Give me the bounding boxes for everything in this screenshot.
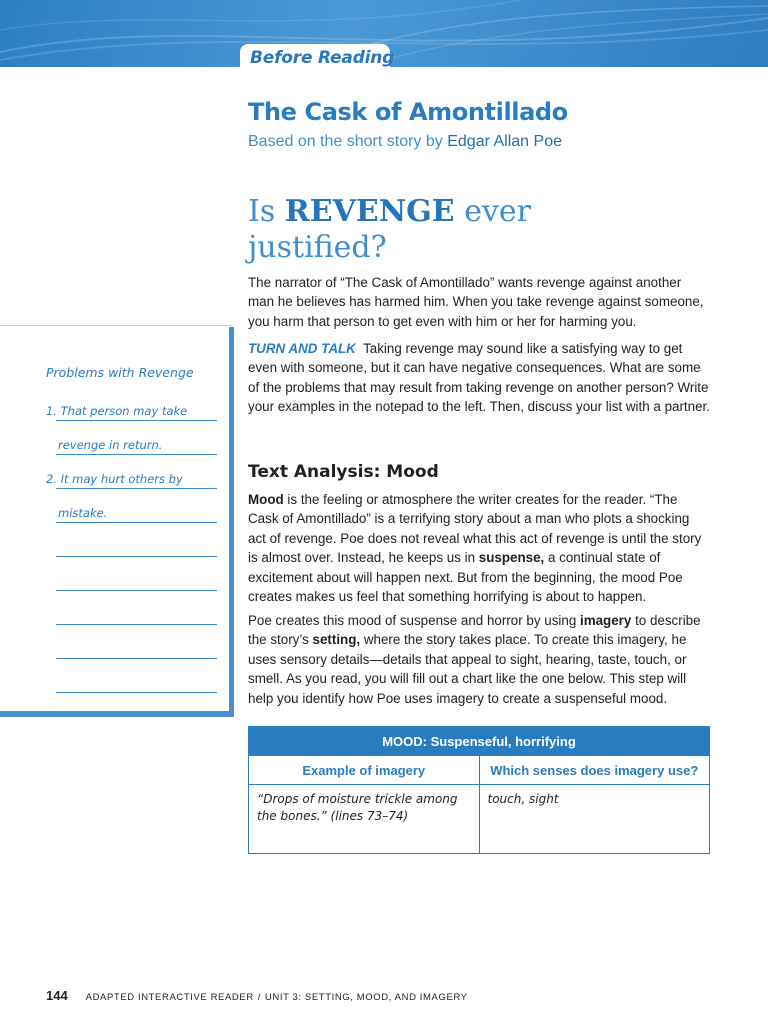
imagery-text: where the story takes place. To create this imagery, he uses sensory details—details that appeal to sight, hearing, taste, touch, or smell. As you read, you will fill out a chart like the one below. This step will help you identify how Poe uses imagery to create a suspenseful mood.: [248, 632, 687, 706]
footer-book: ADAPTED INTERACTIVE READER: [85, 992, 254, 1003]
essential-question: [248, 194, 608, 266]
question-part1: Is: [248, 194, 276, 229]
turn-and-talk-text: Taking revenge may sound like a satisfying way to get even with someone, but it can have negative consequences. What are some of the problems that may result from taking revenge on another person? Write your examples in the notepad to the left. Then, discuss your list with a partner.: [248, 341, 710, 415]
notepad-line[interactable]: [56, 488, 217, 489]
question-part2: ever justified?: [248, 194, 531, 265]
question-keyword: REVENGE: [284, 194, 455, 229]
notepad-line[interactable]: [56, 556, 217, 557]
imagery-text: Poe creates this mood of suspense and horror by using: [248, 613, 580, 628]
notepad-line[interactable]: [56, 454, 217, 455]
notepad-entry: 1. That person may take: [46, 404, 188, 418]
mood-chart: [248, 726, 710, 854]
notepad-right-edge: [229, 327, 234, 717]
subtitle-author: Edgar Allan Poe: [447, 133, 562, 150]
notepad-line[interactable]: [56, 624, 217, 625]
notepad-title: Problems with Revenge: [46, 365, 194, 380]
mood-text: a continual state of excitement about will happen next. But from the beginning, the mood Poe creates makes us feel that something horrifying is about to happen.: [248, 550, 683, 605]
term-suspense: suspense,: [478, 550, 545, 566]
notepad-line[interactable]: [56, 692, 217, 693]
subtitle-prefix: Based on the short story by: [248, 133, 443, 150]
chart-cell[interactable]: touch, sight: [479, 785, 710, 854]
chart-column-header: Which senses does imagery use?: [479, 756, 710, 785]
intro-paragraph: The narrator of “The Cask of Amontillado” wants revenge against another man he believes has harmed him. When you take revenge against someone, you harm that person to get even with him or her for harming you.: [248, 275, 704, 329]
notepad-top-edge: [0, 325, 232, 326]
footer-unit: UNIT 3: SETTING, MOOD, AND IMAGERY: [264, 992, 468, 1003]
turn-and-talk-paragraph: [248, 339, 710, 417]
notepad-entry: 2. It may hurt others by: [46, 472, 183, 486]
notepad-line[interactable]: [56, 658, 217, 659]
notepad-line[interactable]: [56, 590, 217, 591]
mood-text: is the feeling or atmosphere the writer creates for the reader. “The Cask of Amontillado” is a terrifying story about a man who plots a shocking act of revenge. Poe does not reveal what this act of revenge is until the story is almost over. Instead, he keeps us in: [248, 492, 702, 566]
chart-cell[interactable]: “Drops of moisture trickle among the bones.” (lines 73–74): [249, 785, 480, 854]
notepad-line[interactable]: [56, 420, 217, 421]
notepad-entry: mistake.: [58, 506, 108, 520]
section-tab-label: Before Reading: [250, 48, 395, 68]
page-number: 144: [46, 988, 68, 1003]
term-mood: Mood: [248, 492, 284, 507]
section-heading: Text Analysis: Mood: [248, 462, 439, 482]
imagery-text: to describe the story’s: [248, 613, 701, 648]
notepad-bottom-edge: [0, 711, 234, 717]
notepad-line[interactable]: [56, 522, 217, 523]
footer-separator: /: [257, 992, 261, 1003]
turn-and-talk-label: TURN AND TALK: [248, 341, 356, 356]
page-footer: [46, 988, 468, 1003]
chart-column-header: Example of imagery: [249, 756, 480, 785]
term-imagery: imagery: [579, 613, 632, 628]
page-title: The Cask of Amontillado: [248, 98, 568, 126]
imagery-paragraph: [248, 611, 710, 708]
chart-title: MOOD: Suspenseful, horrifying: [249, 727, 710, 756]
term-setting: setting,: [312, 632, 361, 648]
mood-paragraph: [248, 490, 710, 606]
page-subtitle: [248, 133, 562, 151]
notepad-entry: revenge in return.: [58, 438, 163, 452]
